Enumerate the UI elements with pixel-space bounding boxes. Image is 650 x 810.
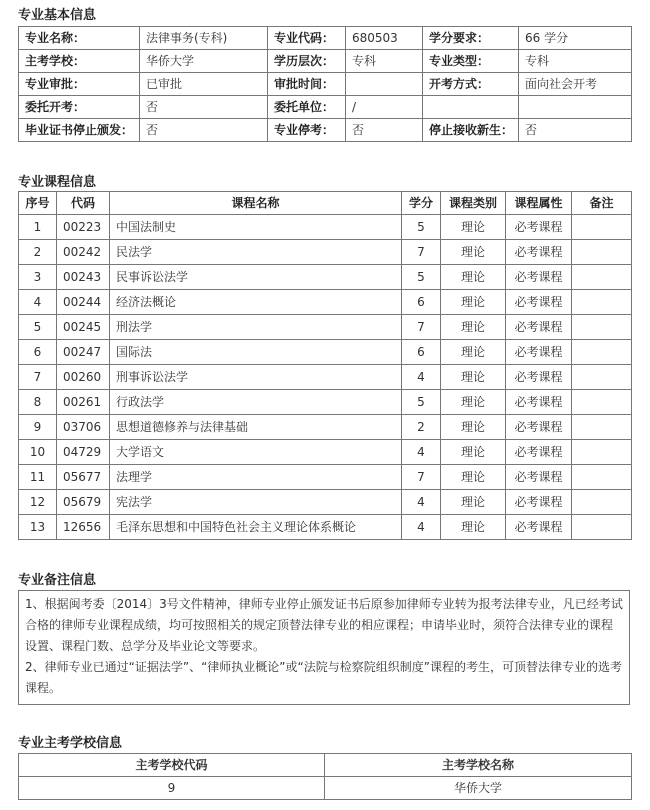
- course-note: [572, 265, 632, 290]
- course-index: 10: [19, 440, 57, 465]
- course-credits: 4: [402, 365, 441, 390]
- course-index: 13: [19, 515, 57, 540]
- course-code: 00245: [57, 315, 110, 340]
- table-row: [19, 415, 632, 440]
- course-info-table: [18, 191, 632, 540]
- course-code: 12656: [57, 515, 110, 540]
- course-info-title: 专业课程信息: [18, 175, 97, 190]
- basic-info-row: [19, 119, 632, 142]
- course-credits: 4: [402, 515, 441, 540]
- column-header: 主考学校代码: [19, 754, 325, 777]
- course-code: 00247: [57, 340, 110, 365]
- table-row: [19, 365, 632, 390]
- course-index: 1: [19, 215, 57, 240]
- field-label: 专业停考：: [268, 119, 346, 142]
- course-name: 思想道德修养与法律基础: [110, 415, 402, 440]
- course-attribute: 必考课程: [506, 340, 572, 365]
- course-category: 理论: [441, 415, 506, 440]
- school-info-table: [18, 753, 632, 800]
- field-value: 66 学分: [519, 27, 632, 50]
- course-name: 刑法学: [110, 315, 402, 340]
- course-attribute: 必考课程: [506, 465, 572, 490]
- field-value: 法律事务(专科): [140, 27, 268, 50]
- course-category: 理论: [441, 465, 506, 490]
- table-row: [19, 440, 632, 465]
- field-value: 专科: [519, 50, 632, 73]
- course-name: 民事诉讼法学: [110, 265, 402, 290]
- course-attribute: 必考课程: [506, 365, 572, 390]
- course-credits: 5: [402, 265, 441, 290]
- course-index: 12: [19, 490, 57, 515]
- course-name: 经济法概论: [110, 290, 402, 315]
- course-index: 3: [19, 265, 57, 290]
- course-name: 大学语文: [110, 440, 402, 465]
- course-code: 00260: [57, 365, 110, 390]
- field-value: 否: [140, 119, 268, 142]
- field-label: 专业代码：: [268, 27, 346, 50]
- course-category: 理论: [441, 340, 506, 365]
- field-value: 华侨大学: [140, 50, 268, 73]
- basic-info-table: [18, 26, 632, 142]
- basic-info-row: [19, 96, 632, 119]
- course-note: [572, 365, 632, 390]
- table-row: [19, 315, 632, 340]
- course-code: 05679: [57, 490, 110, 515]
- course-attribute: 必考课程: [506, 440, 572, 465]
- field-value: 680503: [346, 27, 423, 50]
- course-credits: 6: [402, 340, 441, 365]
- course-code: 00261: [57, 390, 110, 415]
- course-code: 00223: [57, 215, 110, 240]
- field-label: 主考学校：: [19, 50, 140, 73]
- course-code: 00244: [57, 290, 110, 315]
- course-category: 理论: [441, 290, 506, 315]
- remarks-title: 专业备注信息: [18, 573, 97, 588]
- course-credits: 6: [402, 290, 441, 315]
- table-row: [19, 265, 632, 290]
- course-attribute: 必考课程: [506, 290, 572, 315]
- table-row: [19, 490, 632, 515]
- field-label: 开考方式：: [423, 73, 519, 96]
- remark-paragraph-1: 1、根据闽考委〔2014〕3号文件精神，律师专业停止颁发证书后原参加律师专业转为报考法律专业，凡已经考试合格的律师专业课程成绩，均可按照相关的规定顶替法律专业的相应课程；申请毕业时，须符合法律专业的课程设置、课程门数、总学分及毕业论文等要求。: [25, 597, 623, 653]
- column-header: 课程类别: [441, 192, 506, 215]
- field-label: 停止接收新生：: [423, 119, 519, 142]
- course-category: 理论: [441, 490, 506, 515]
- school-name: 华侨大学: [325, 777, 632, 800]
- course-name: 刑事诉讼法学: [110, 365, 402, 390]
- course-index: 9: [19, 415, 57, 440]
- course-credits: 4: [402, 490, 441, 515]
- course-credits: 5: [402, 215, 441, 240]
- course-attribute: 必考课程: [506, 390, 572, 415]
- course-index: 6: [19, 340, 57, 365]
- course-name: 中国法制史: [110, 215, 402, 240]
- field-label: [423, 96, 519, 119]
- course-note: [572, 340, 632, 365]
- course-category: 理论: [441, 240, 506, 265]
- field-value: 否: [346, 119, 423, 142]
- field-label: 学历层次：: [268, 50, 346, 73]
- course-note: [572, 515, 632, 540]
- column-header: 序号: [19, 192, 57, 215]
- course-name: 宪法学: [110, 490, 402, 515]
- course-note: [572, 240, 632, 265]
- table-row: [19, 465, 632, 490]
- course-name: 法理学: [110, 465, 402, 490]
- course-category: 理论: [441, 365, 506, 390]
- course-code: 00243: [57, 265, 110, 290]
- field-value: 专科: [346, 50, 423, 73]
- course-category: 理论: [441, 265, 506, 290]
- field-label: 审批时间：: [268, 73, 346, 96]
- course-name: 民法学: [110, 240, 402, 265]
- course-category: 理论: [441, 390, 506, 415]
- course-index: 7: [19, 365, 57, 390]
- field-label: 委托单位：: [268, 96, 346, 119]
- field-label: 专业名称：: [19, 27, 140, 50]
- course-attribute: 必考课程: [506, 490, 572, 515]
- column-header: 学分: [402, 192, 441, 215]
- course-credits: 7: [402, 465, 441, 490]
- field-value: [519, 96, 632, 119]
- course-code: 03706: [57, 415, 110, 440]
- course-note: [572, 440, 632, 465]
- field-label: 专业类型：: [423, 50, 519, 73]
- course-name: 国际法: [110, 340, 402, 365]
- column-header: 课程属性: [506, 192, 572, 215]
- course-attribute: 必考课程: [506, 240, 572, 265]
- basic-info-row: [19, 50, 632, 73]
- course-code: 00242: [57, 240, 110, 265]
- basic-info-row: [19, 73, 632, 96]
- field-value: 已审批: [140, 73, 268, 96]
- field-label: 学分要求：: [423, 27, 519, 50]
- course-note: [572, 390, 632, 415]
- course-attribute: 必考课程: [506, 515, 572, 540]
- course-note: [572, 290, 632, 315]
- table-row: [19, 290, 632, 315]
- course-index: 11: [19, 465, 57, 490]
- basic-info-title: 专业基本信息: [18, 8, 97, 23]
- school-info-title: 专业主考学校信息: [18, 736, 123, 751]
- table-row: [19, 215, 632, 240]
- table-row: [19, 777, 632, 800]
- course-index: 5: [19, 315, 57, 340]
- field-label: 委托开考：: [19, 96, 140, 119]
- basic-info-row: [19, 27, 632, 50]
- field-label: 专业审批：: [19, 73, 140, 96]
- course-code: 05677: [57, 465, 110, 490]
- course-attribute: 必考课程: [506, 265, 572, 290]
- course-category: 理论: [441, 315, 506, 340]
- column-header: 代码: [57, 192, 110, 215]
- course-index: 8: [19, 390, 57, 415]
- course-credits: 4: [402, 440, 441, 465]
- course-credits: 7: [402, 315, 441, 340]
- course-credits: 5: [402, 390, 441, 415]
- course-category: 理论: [441, 440, 506, 465]
- course-index: 4: [19, 290, 57, 315]
- course-category: 理论: [441, 215, 506, 240]
- table-row: [19, 240, 632, 265]
- course-attribute: 必考课程: [506, 415, 572, 440]
- field-value: 否: [140, 96, 268, 119]
- course-name: 行政法学: [110, 390, 402, 415]
- field-value: 面向社会开考: [519, 73, 632, 96]
- table-row: [19, 515, 632, 540]
- column-header: 课程名称: [110, 192, 402, 215]
- course-note: [572, 490, 632, 515]
- field-value: [346, 73, 423, 96]
- table-row: [19, 340, 632, 365]
- remark-paragraph-2: 2、律师专业已通过“证据法学”、“律师执业概论”或“法院与检察院组织制度”课程的考生，可顶替法律专业的选考课程。: [25, 660, 622, 695]
- course-note: [572, 465, 632, 490]
- course-credits: 7: [402, 240, 441, 265]
- course-attribute: 必考课程: [506, 315, 572, 340]
- course-note: [572, 315, 632, 340]
- course-note: [572, 415, 632, 440]
- field-label: 毕业证书停止颁发：: [19, 119, 140, 142]
- column-header: 备注: [572, 192, 632, 215]
- column-header: 主考学校名称: [325, 754, 632, 777]
- course-index: 2: [19, 240, 57, 265]
- remarks-box: [18, 590, 630, 705]
- course-name: 毛泽东思想和中国特色社会主义理论体系概论: [110, 515, 402, 540]
- field-value: /: [346, 96, 423, 119]
- course-attribute: 必考课程: [506, 215, 572, 240]
- field-value: 否: [519, 119, 632, 142]
- table-row: [19, 390, 632, 415]
- course-note: [572, 215, 632, 240]
- course-category: 理论: [441, 515, 506, 540]
- course-code: 04729: [57, 440, 110, 465]
- school-code: 9: [19, 777, 325, 800]
- course-credits: 2: [402, 415, 441, 440]
